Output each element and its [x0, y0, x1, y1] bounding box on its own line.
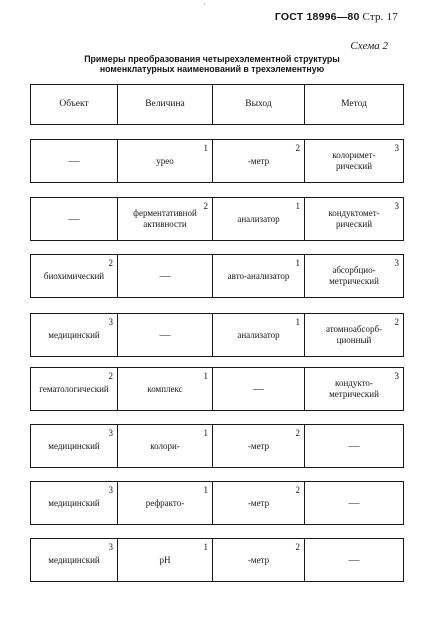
element-order-number: 3	[108, 428, 113, 438]
cell-text: —	[159, 328, 171, 341]
cell-text: —	[253, 382, 264, 395]
cell-quantity	[118, 425, 213, 467]
cell-method	[305, 255, 403, 297]
element-order-number: 2	[295, 542, 300, 552]
cell-object	[31, 368, 118, 410]
cell-quantity	[118, 255, 213, 297]
element-order-number: 1	[203, 542, 208, 552]
cell-output	[213, 314, 305, 356]
element-order-number: 3	[394, 201, 399, 211]
cell-method	[305, 314, 403, 356]
cell-text: рефракто-	[145, 497, 185, 508]
cell-text: медицинский	[48, 440, 100, 451]
cell-text: —	[348, 553, 360, 566]
cell-object	[31, 140, 118, 182]
element-order-number: 1	[203, 143, 208, 153]
cell-text: медицинский	[48, 497, 100, 508]
table-row	[30, 424, 404, 468]
cell-output	[213, 140, 305, 182]
cell-output	[213, 255, 305, 297]
element-order-number: 1	[203, 371, 208, 381]
cell-output	[213, 198, 305, 240]
element-order-number: 3	[108, 317, 113, 327]
element-order-number: 1	[203, 428, 208, 438]
table-row	[30, 538, 404, 582]
page-header	[275, 11, 398, 23]
element-order-number: 1	[295, 258, 300, 268]
cell-text: комплекс	[147, 383, 183, 394]
scheme-label: Схема 2	[350, 40, 388, 52]
cell-text: урео	[156, 155, 174, 166]
cell-text: —	[348, 496, 360, 509]
cell-method	[305, 140, 403, 182]
cell-text: биохимический	[43, 270, 105, 281]
cell-method	[305, 539, 403, 581]
cell-object	[31, 255, 118, 297]
table-row	[30, 139, 404, 183]
cell-text: анализатор	[237, 213, 280, 224]
cell-text: -метр	[247, 440, 270, 451]
cell-quantity	[118, 198, 213, 240]
element-order-number: 1	[295, 317, 300, 327]
table-row	[30, 367, 404, 411]
cell-text: —	[348, 439, 360, 452]
cell-quantity	[118, 368, 213, 410]
cell-quantity	[118, 314, 213, 356]
cell-text: —	[68, 212, 80, 225]
element-order-number: 1	[203, 485, 208, 495]
cell-quantity	[118, 140, 213, 182]
element-order-number: 1	[295, 201, 300, 211]
column-header-method: Метод	[341, 99, 367, 109]
element-order-number: 2	[295, 428, 300, 438]
title-line: Примеры преобразования четырехэлементной структуры	[84, 54, 340, 64]
table-row	[30, 481, 404, 525]
element-order-number: 2	[295, 143, 300, 153]
cell-output	[213, 425, 305, 467]
cell-object	[31, 425, 118, 467]
column-header-object: Объект	[31, 85, 118, 124]
cell-object	[31, 539, 118, 581]
cell-output	[213, 368, 305, 410]
table-title	[70, 54, 354, 74]
standard-number: ГОСТ 18996—80	[274, 11, 360, 23]
cell-text: медицинский	[48, 329, 100, 340]
cell-text: абсорбцио- метрический	[329, 265, 379, 286]
element-order-number: 3	[108, 485, 113, 495]
column-header-quantity: Величина	[118, 85, 213, 124]
cell-quantity	[118, 539, 213, 581]
cell-text: ферментативной активности	[133, 208, 197, 229]
table-row	[30, 197, 404, 241]
cell-object	[31, 314, 118, 356]
element-order-number: 2	[394, 317, 399, 327]
cell-text: кондуктомет- рический	[328, 208, 380, 229]
element-order-number: 2	[108, 371, 113, 381]
cell-text: -метр	[247, 155, 270, 166]
cell-object	[31, 482, 118, 524]
cell-text: -метр	[247, 554, 270, 565]
cell-text: кондукто- метрический	[329, 378, 379, 399]
cell-object	[31, 198, 118, 240]
table-row	[30, 313, 404, 357]
element-order-number: 2	[295, 485, 300, 495]
header-row	[30, 84, 404, 125]
element-order-number: 2	[108, 258, 113, 268]
cell-text: медицинский	[48, 554, 100, 565]
page-number: Стр. 17	[362, 11, 398, 23]
cell-method	[305, 198, 403, 240]
element-order-number: 3	[394, 371, 399, 381]
element-order-number: 3	[394, 143, 399, 153]
table-row	[30, 254, 404, 298]
cell-text: колори-	[150, 440, 180, 451]
cell-text: колоримет- рический	[332, 150, 376, 171]
scan-speck: `	[203, 2, 206, 12]
cell-output	[213, 539, 305, 581]
element-order-number: 3	[108, 542, 113, 552]
cell-text: —	[68, 154, 80, 167]
cell-output	[213, 482, 305, 524]
cell-text: гематологический	[39, 383, 109, 394]
cell-quantity	[118, 482, 213, 524]
title-line: номенклатурных наименований в трехэлементную	[99, 64, 325, 74]
cell-method	[305, 425, 403, 467]
cell-text: авто-анализатор	[227, 270, 290, 281]
element-order-number: 3	[394, 258, 399, 268]
cell-text: pH	[159, 554, 171, 565]
cell-text: —	[159, 269, 171, 282]
cell-method	[305, 368, 403, 410]
cell-method	[305, 482, 403, 524]
cell-text: атомноабсорб- ционный	[325, 324, 383, 345]
cell-text: анализатор	[237, 329, 280, 340]
cell-text: -метр	[247, 497, 270, 508]
element-order-number: 2	[203, 201, 208, 211]
column-header-output: Выход	[213, 85, 305, 124]
